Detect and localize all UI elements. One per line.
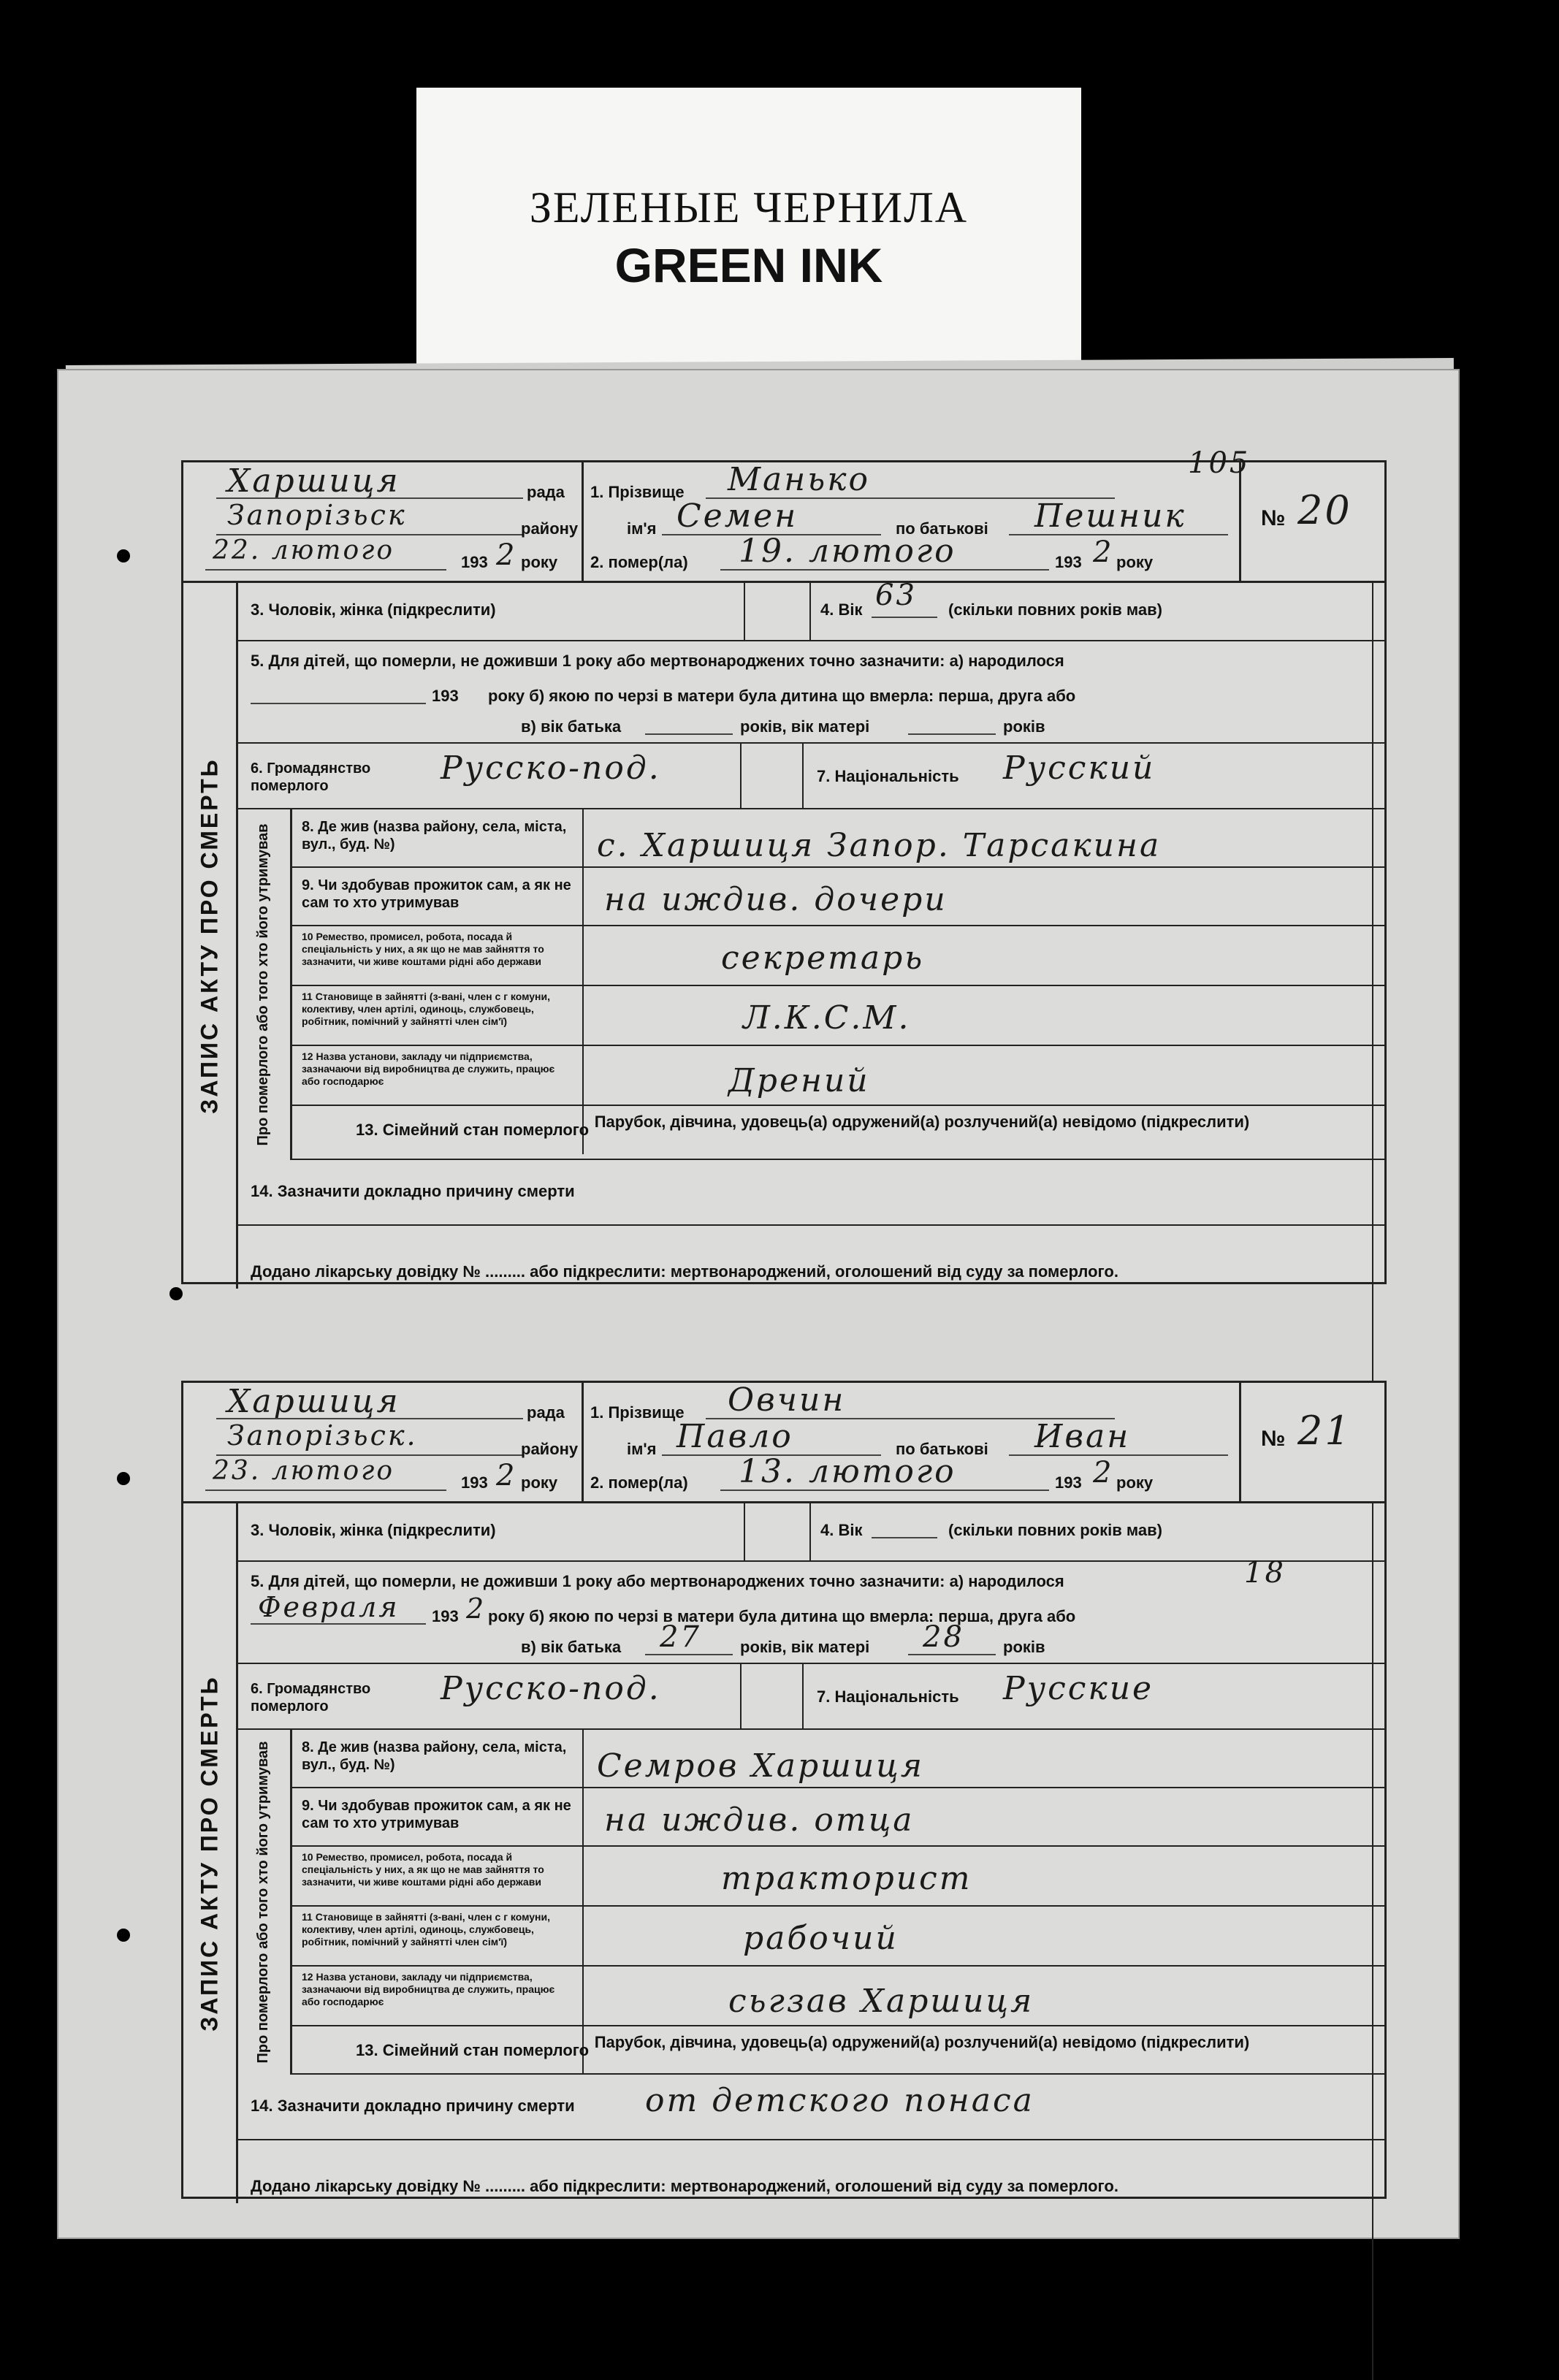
child-born-month: Февраля [258,1591,400,1623]
name-value: Павло [676,1418,793,1455]
record-body [183,1503,1384,2203]
raion-value: Запорізьск. [227,1419,418,1452]
raion-value: Запорізьск [227,499,407,531]
row-cause-of-death [236,1160,1384,1226]
name-label: ім'я [627,519,657,538]
row-employment-status [290,986,1384,1046]
mother-age-label: років, вік матері [740,1638,870,1656]
record-number-block [1188,446,1384,581]
row-sex-age [236,1503,1384,1562]
year-prefix: 193 [1055,1473,1082,1492]
surname-label: 1. Прізвище [590,483,685,501]
label-en: GREEN INK [614,238,883,292]
row-institution [290,1967,1384,2026]
footer-text: Додано лікарську довідку № ......... або підкреслити: мертвонароджений, оголошений від суду за померлого. [251,2177,1118,2195]
row-institution [290,1046,1384,1106]
row-livelihood [290,1788,1384,1847]
institution-label: 12 Назва установи, закладу чи підприємства, зазначаючи від виробництва де служить, працює або господарює [302,1971,555,2007]
row-residence [290,809,1384,868]
citizenship-label: 6. Громадянство померлого [251,760,371,794]
employment-status-value: Л.К.С.М. [743,999,911,1037]
year-prefix: 193 [432,1607,459,1625]
row-child-info [236,641,1384,744]
marital-options: Парубок, дівчина, удовець(а) одружений(а) розлучений(а) невідомо (підкреслити) [594,1113,1250,1131]
year-prefix: 193 [461,1473,488,1492]
row-livelihood [290,868,1384,926]
age-label: 4. Вік [820,600,863,619]
citizenship-value: Русско-под. [441,1670,661,1707]
record-header [183,1383,1384,1503]
row-child-info [236,1556,1384,1664]
deceased-name-block [582,1383,1241,1501]
employment-status-label: 11 Становище в зайнятті (з-вані, член с г комуни, колективу, член артілі, одиноць, службовець, робітник, помічний у зайнятті член сім'ї) [302,1911,551,1948]
record-number: 20 [1297,487,1352,533]
registration-block [183,1383,584,1501]
name-label: ім'я [627,1440,657,1458]
row-marital-status [290,2026,1384,2075]
row-occupation [290,926,1384,986]
sex-label: 3. Чоловік, жінка (підкреслити) [251,1521,496,1539]
surname-value: Овчин [728,1381,846,1419]
occupation-value: секретарь [721,939,925,977]
mother-age-value: 28 [923,1620,964,1654]
year-prefix: 193 [1055,553,1082,571]
employment-status-label: 11 Становище в зайнятті (з-вані, член с г комуни, колективу, член артілі, одиноць, службовець, робітник, помічний у зайнятті член сім'ї) [302,991,551,1027]
footer-text: Додано лікарську довідку № ......... або підкреслити: мертвонароджений, оголошений від суду за померлого. [251,1262,1118,1281]
year-prefix: 193 [432,687,459,705]
age-note: (скільки повних років мав) [948,1521,1162,1539]
nationality-value: Русский [1003,750,1156,787]
rada-value: Харшиця [227,1383,400,1420]
residence-label: 8. Де жив (назва району, села, міста, вул., буд. №) [302,1739,567,1773]
child-born-day: 18 [1244,1556,1286,1590]
registration-date: 23. лютого [213,1456,394,1486]
row-occupation [290,1847,1384,1907]
livelihood-value: на иждив. отца [604,1801,915,1839]
employment-status-value: рабочий [743,1920,899,1957]
punch-hole [169,1287,183,1300]
occupation-value: тракторист [721,1860,972,1897]
age-label: 4. Вік [820,1521,863,1539]
row-footer [236,2140,1384,2203]
raion-label: району [521,519,579,538]
row-residence [290,1730,1384,1788]
livelihood-value: на иждив. дочери [604,881,948,918]
residence-label: 8. Де жив (назва району, села, міста, вул., буд. №) [302,819,567,853]
punch-hole [117,549,130,562]
row-cause-of-death [236,2075,1384,2140]
deceased-name-block [582,462,1241,581]
citizenship-value: Русско-под. [441,750,661,787]
nationality-label: 7. Національність [817,1687,959,1706]
patronymic-label: по батькові [896,519,988,538]
raion-label: району [521,1440,579,1458]
mother-age-label: років, вік матері [740,717,870,736]
name-value: Семен [676,497,798,535]
father-age-label: в) вік батька [521,1638,622,1656]
margin-note: 105 [1188,446,1251,480]
number-label: № [1261,1427,1286,1451]
death-record-form [181,446,1387,1284]
ink-label-card [416,88,1081,365]
side-title-text: ЗАПИС АКТУ ПРО СМЕРТЬ [196,758,223,1114]
death-date-value: 13. лютого [739,1453,956,1490]
year-suffix: року [521,553,558,571]
patronymic-label: по батькові [896,1440,988,1458]
cause-value: от детского понаса [645,2082,1034,2119]
side-subtitle [236,1730,292,2075]
side-subtitle [236,809,292,1160]
year-suffix: року [1116,1473,1154,1492]
row-footer [236,1226,1384,1289]
row-sex-age [236,579,1384,641]
age-value: 63 [875,579,917,612]
residence-value: Семров Харшиця [597,1747,925,1785]
row-citizenship [236,744,1384,809]
child-order-label: року б) якою по черзі в матери була дитина що вмерла: перша, друга або [488,1607,1076,1625]
livelihood-label: 9. Чи здобував прожиток сам, а як не сам то хто утримував [302,877,571,911]
rada-label: рада [527,483,565,501]
number-label: № [1261,506,1286,530]
row-marital-status [290,1106,1384,1160]
row-citizenship [236,1664,1384,1730]
side-title-text: ЗАПИС АКТУ ПРО СМЕРТЬ [196,1675,223,2032]
rada-value: Харшиця [227,462,400,500]
punch-hole [117,1929,130,1942]
registration-date: 22. лютого [213,535,394,565]
year-prefix: 193 [461,553,488,571]
side-subtitle-text: Про померлого або того хто його утримував [255,823,271,1146]
record-header [183,446,1384,583]
years-label: років [1003,1638,1045,1656]
record-body [183,579,1384,1289]
marital-options: Парубок, дівчина, удовець(а) одружений(а) розлучений(а) невідомо (підкреслити) [594,2033,1250,2051]
punch-hole [117,1472,130,1485]
nationality-label: 7. Національність [817,767,959,785]
years-label: років [1003,717,1045,736]
cause-label: 14. Зазначити докладно причину смерти [251,1182,575,1200]
death-date-label: 2. помер(ла) [590,553,688,571]
death-date-label: 2. помер(ла) [590,1473,688,1492]
residence-value: с. Харшиця Запор. Тарсакина [597,827,1162,864]
livelihood-label: 9. Чи здобував прожиток сам, а як не сам то хто утримував [302,1798,571,1831]
father-age-label: в) вік батька [521,717,622,736]
record-number-block [1239,1383,1384,1501]
surname-label: 1. Прізвище [590,1403,685,1422]
institution-value: сьгзав Харшиця [728,1983,1034,2020]
death-year-value: 2 [1093,535,1114,569]
death-year-value: 2 [1093,1456,1114,1490]
death-record-form [181,1381,1387,2199]
child-order-label: року б) якою по черзі в матери була дитина що вмерла: перша, друга або [488,687,1076,705]
institution-label: 12 Назва установи, закладу чи підприємства, зазначаючи від виробництва де служить, працює або господарює [302,1050,555,1087]
side-title [183,583,238,1289]
occupation-label: 10 Ремество, промисел, робота, посада й спеціальність у них, а як що не мав зайняття то зазначити, чи живе коштами рідні або держави [302,931,544,967]
marital-label: 13. Сімейний стан померлого [356,1121,590,1139]
patronymic-value: Иван [1034,1418,1131,1455]
nationality-value: Русские [1003,1670,1154,1707]
sex-label: 3. Чоловік, жінка (підкреслити) [251,600,496,619]
record-number: 21 [1297,1408,1352,1454]
registration-year: 2 [496,538,517,572]
year-suffix: року [1116,553,1154,571]
side-title [183,1503,238,2203]
age-note: (скільки повних років мав) [948,600,1162,619]
patronymic-value: Пешник [1034,497,1186,535]
child-born-label: 5. Для дітей, що померли, не доживши 1 року або мертвонароджених точно зазначити: а) народилося [251,1572,1064,1590]
row-employment-status [290,1907,1384,1967]
child-born-label: 5. Для дітей, що померли, не доживши 1 року або мертвонароджених точно зазначити: а) народилося [251,652,1064,670]
side-subtitle-text: Про померлого або того хто його утримував [255,1741,271,2064]
institution-value: Дрений [728,1062,870,1099]
cause-label: 14. Зазначити докладно причину смерти [251,2097,575,2115]
surname-value: Манько [728,461,870,498]
father-age-value: 27 [660,1620,701,1654]
registration-year: 2 [496,1459,517,1492]
child-born-year: 2 [466,1593,487,1625]
death-date-value: 19. лютого [739,533,956,570]
occupation-label: 10 Ремество, промисел, робота, посада й спеціальність у них, а як що не мав зайняття то зазначити, чи живе коштами рідні або держави [302,1851,544,1888]
rada-label: рада [527,1403,565,1422]
citizenship-label: 6. Громадянство померлого [251,1681,371,1715]
registration-block [183,462,584,581]
year-suffix: року [521,1473,558,1492]
label-ru: ЗЕЛЕНЫЕ ЧЕРНИЛА [529,183,969,232]
marital-label: 13. Сімейний стан померлого [356,2041,590,2059]
